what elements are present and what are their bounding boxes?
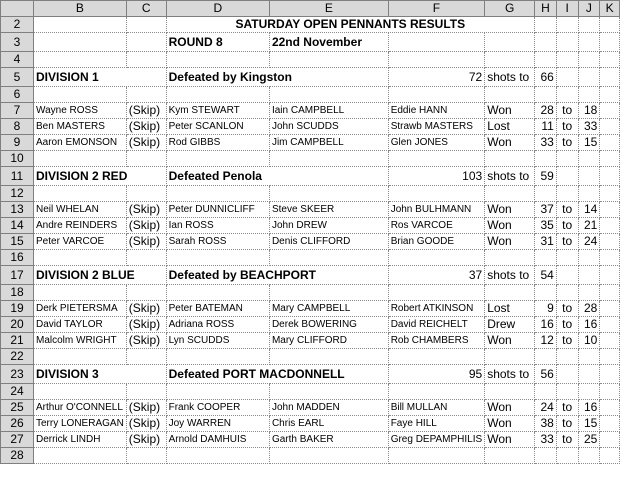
- empty-cell[interactable]: [600, 333, 620, 349]
- empty-cell[interactable]: [600, 202, 620, 218]
- column-header[interactable]: I: [556, 1, 578, 17]
- empty-cell[interactable]: [126, 17, 166, 33]
- empty-cell[interactable]: [166, 349, 269, 365]
- player-name[interactable]: Greg DEPAMPHILIS: [388, 432, 485, 448]
- rink-result[interactable]: Lost: [485, 119, 535, 135]
- column-header[interactable]: D: [166, 1, 269, 17]
- row-number[interactable]: 24: [1, 384, 34, 400]
- shots-to-label[interactable]: shots to: [485, 365, 535, 384]
- empty-cell[interactable]: [600, 218, 620, 234]
- empty-cell[interactable]: [166, 285, 269, 301]
- column-header[interactable]: K: [600, 1, 620, 17]
- row-number[interactable]: 21: [1, 333, 34, 349]
- rink-result[interactable]: Won: [485, 432, 535, 448]
- empty-cell[interactable]: [34, 250, 127, 266]
- empty-cell[interactable]: [578, 384, 600, 400]
- rink-shots-against[interactable]: 18: [578, 103, 600, 119]
- rink-shots-for[interactable]: 37: [535, 202, 557, 218]
- empty-cell[interactable]: [578, 68, 600, 87]
- empty-cell[interactable]: [34, 448, 127, 464]
- corner-cell[interactable]: [1, 1, 34, 17]
- empty-cell[interactable]: [556, 167, 578, 186]
- rink-shots-against[interactable]: 25: [578, 432, 600, 448]
- division-our-shots[interactable]: 37: [388, 266, 485, 285]
- empty-cell[interactable]: [600, 17, 620, 33]
- to-label[interactable]: to: [556, 432, 578, 448]
- player-name[interactable]: Derek BOWERING: [269, 317, 388, 333]
- rink-shots-against[interactable]: 21: [578, 218, 600, 234]
- rink-shots-for[interactable]: 16: [535, 317, 557, 333]
- empty-cell[interactable]: [578, 285, 600, 301]
- empty-cell[interactable]: [535, 52, 557, 68]
- empty-cell[interactable]: [126, 151, 166, 167]
- empty-cell[interactable]: [269, 151, 388, 167]
- empty-cell[interactable]: [578, 87, 600, 103]
- empty-cell[interactable]: [485, 250, 535, 266]
- empty-cell[interactable]: [126, 250, 166, 266]
- empty-cell[interactable]: [485, 285, 535, 301]
- rink-shots-against[interactable]: 15: [578, 416, 600, 432]
- empty-cell[interactable]: [600, 135, 620, 151]
- empty-cell[interactable]: [269, 52, 388, 68]
- empty-cell[interactable]: [600, 349, 620, 365]
- to-label[interactable]: to: [556, 119, 578, 135]
- rink-result[interactable]: Won: [485, 103, 535, 119]
- row-number[interactable]: 18: [1, 285, 34, 301]
- to-label[interactable]: to: [556, 416, 578, 432]
- empty-cell[interactable]: [34, 33, 127, 52]
- row-number[interactable]: 25: [1, 400, 34, 416]
- rink-shots-for[interactable]: 24: [535, 400, 557, 416]
- player-name[interactable]: Iain CAMPBELL: [269, 103, 388, 119]
- skip-tag[interactable]: (Skip): [126, 432, 166, 448]
- column-header[interactable]: B: [34, 1, 127, 17]
- skip-tag[interactable]: (Skip): [126, 317, 166, 333]
- row-number[interactable]: 8: [1, 119, 34, 135]
- rink-result[interactable]: Won: [485, 202, 535, 218]
- skip-name[interactable]: Arthur O'CONNELL: [34, 400, 127, 416]
- division-name[interactable]: DIVISION 1: [34, 68, 167, 87]
- skip-name[interactable]: Derrick LINDH: [34, 432, 127, 448]
- rink-result[interactable]: Drew: [485, 317, 535, 333]
- empty-cell[interactable]: [578, 448, 600, 464]
- empty-cell[interactable]: [600, 151, 620, 167]
- division-our-shots[interactable]: 72: [388, 68, 485, 87]
- empty-cell[interactable]: [578, 151, 600, 167]
- player-name[interactable]: Eddie HANN: [388, 103, 485, 119]
- empty-cell[interactable]: [556, 365, 578, 384]
- skip-tag[interactable]: (Skip): [126, 119, 166, 135]
- row-number[interactable]: 22: [1, 349, 34, 365]
- sheet-title[interactable]: SATURDAY OPEN PENNANTS RESULTS: [166, 17, 534, 33]
- date-label[interactable]: 22nd November: [269, 33, 388, 52]
- empty-cell[interactable]: [600, 432, 620, 448]
- empty-cell[interactable]: [600, 234, 620, 250]
- row-number[interactable]: 20: [1, 317, 34, 333]
- empty-cell[interactable]: [34, 384, 127, 400]
- row-number[interactable]: 4: [1, 52, 34, 68]
- row-number[interactable]: 27: [1, 432, 34, 448]
- player-name[interactable]: Peter BATEMAN: [166, 301, 269, 317]
- player-name[interactable]: Ros VARCOE: [388, 218, 485, 234]
- empty-cell[interactable]: [166, 151, 269, 167]
- row-number[interactable]: 14: [1, 218, 34, 234]
- empty-cell[interactable]: [578, 349, 600, 365]
- division-our-shots[interactable]: 95: [388, 365, 485, 384]
- row-number[interactable]: 13: [1, 202, 34, 218]
- empty-cell[interactable]: [535, 33, 557, 52]
- rink-shots-for[interactable]: 38: [535, 416, 557, 432]
- skip-name[interactable]: Wayne ROSS: [34, 103, 127, 119]
- player-name[interactable]: Strawb MASTERS: [388, 119, 485, 135]
- empty-cell[interactable]: [578, 33, 600, 52]
- rink-shots-against[interactable]: 16: [578, 400, 600, 416]
- empty-cell[interactable]: [556, 87, 578, 103]
- empty-cell[interactable]: [485, 448, 535, 464]
- row-number[interactable]: 9: [1, 135, 34, 151]
- empty-cell[interactable]: [485, 52, 535, 68]
- rink-shots-for[interactable]: 31: [535, 234, 557, 250]
- empty-cell[interactable]: [535, 87, 557, 103]
- player-name[interactable]: Glen JONES: [388, 135, 485, 151]
- round-label[interactable]: ROUND 8: [166, 33, 269, 52]
- empty-cell[interactable]: [388, 285, 485, 301]
- skip-name[interactable]: Peter VARCOE: [34, 234, 127, 250]
- empty-cell[interactable]: [600, 301, 620, 317]
- player-name[interactable]: Steve SKEER: [269, 202, 388, 218]
- row-number[interactable]: 7: [1, 103, 34, 119]
- row-number[interactable]: 26: [1, 416, 34, 432]
- empty-cell[interactable]: [578, 250, 600, 266]
- empty-cell[interactable]: [600, 52, 620, 68]
- player-name[interactable]: Denis CLIFFORD: [269, 234, 388, 250]
- row-number[interactable]: 12: [1, 186, 34, 202]
- empty-cell[interactable]: [600, 266, 620, 285]
- rink-result[interactable]: Won: [485, 333, 535, 349]
- skip-name[interactable]: Andre REINDERS: [34, 218, 127, 234]
- player-name[interactable]: Rob CHAMBERS: [388, 333, 485, 349]
- rink-result[interactable]: Lost: [485, 301, 535, 317]
- rink-result[interactable]: Won: [485, 218, 535, 234]
- skip-name[interactable]: Aaron EMONSON: [34, 135, 127, 151]
- division-their-shots[interactable]: 54: [535, 266, 557, 285]
- empty-cell[interactable]: [600, 416, 620, 432]
- row-number[interactable]: 23: [1, 365, 34, 384]
- empty-cell[interactable]: [600, 317, 620, 333]
- empty-cell[interactable]: [578, 167, 600, 186]
- empty-cell[interactable]: [166, 250, 269, 266]
- empty-cell[interactable]: [388, 52, 485, 68]
- player-name[interactable]: Garth BAKER: [269, 432, 388, 448]
- empty-cell[interactable]: [600, 103, 620, 119]
- empty-cell[interactable]: [388, 349, 485, 365]
- empty-cell[interactable]: [535, 17, 557, 33]
- empty-cell[interactable]: [600, 400, 620, 416]
- empty-cell[interactable]: [126, 384, 166, 400]
- empty-cell[interactable]: [34, 349, 127, 365]
- division-their-shots[interactable]: 66: [535, 68, 557, 87]
- to-label[interactable]: to: [556, 400, 578, 416]
- empty-cell[interactable]: [578, 266, 600, 285]
- empty-cell[interactable]: [535, 448, 557, 464]
- row-number[interactable]: 6: [1, 87, 34, 103]
- empty-cell[interactable]: [578, 186, 600, 202]
- empty-cell[interactable]: [556, 266, 578, 285]
- empty-cell[interactable]: [535, 285, 557, 301]
- empty-cell[interactable]: [269, 349, 388, 365]
- rink-shots-for[interactable]: 33: [535, 135, 557, 151]
- row-number[interactable]: 16: [1, 250, 34, 266]
- row-number[interactable]: 15: [1, 234, 34, 250]
- rink-result[interactable]: Won: [485, 234, 535, 250]
- to-label[interactable]: to: [556, 218, 578, 234]
- empty-cell[interactable]: [556, 151, 578, 167]
- empty-cell[interactable]: [578, 365, 600, 384]
- skip-tag[interactable]: (Skip): [126, 103, 166, 119]
- division-name[interactable]: DIVISION 2 RED: [34, 167, 167, 186]
- player-name[interactable]: Jim CAMPBELL: [269, 135, 388, 151]
- empty-cell[interactable]: [166, 52, 269, 68]
- rink-result[interactable]: Won: [485, 135, 535, 151]
- skip-name[interactable]: Derk PIETERSMA: [34, 301, 127, 317]
- empty-cell[interactable]: [126, 52, 166, 68]
- skip-tag[interactable]: (Skip): [126, 301, 166, 317]
- division-result[interactable]: Defeated by Kingston: [166, 68, 388, 87]
- shots-to-label[interactable]: shots to: [485, 167, 535, 186]
- player-name[interactable]: John DREW: [269, 218, 388, 234]
- player-name[interactable]: Faye HILL: [388, 416, 485, 432]
- rink-shots-against[interactable]: 33: [578, 119, 600, 135]
- empty-cell[interactable]: [556, 17, 578, 33]
- skip-tag[interactable]: (Skip): [126, 202, 166, 218]
- player-name[interactable]: Lyn SCUDDS: [166, 333, 269, 349]
- column-header[interactable]: C: [126, 1, 166, 17]
- empty-cell[interactable]: [388, 448, 485, 464]
- empty-cell[interactable]: [34, 52, 127, 68]
- empty-cell[interactable]: [485, 33, 535, 52]
- division-name[interactable]: DIVISION 2 BLUE: [34, 266, 167, 285]
- row-number[interactable]: 3: [1, 33, 34, 52]
- division-result[interactable]: Defeated by BEACHPORT: [166, 266, 388, 285]
- empty-cell[interactable]: [388, 186, 485, 202]
- empty-cell[interactable]: [34, 87, 127, 103]
- rink-shots-for[interactable]: 9: [535, 301, 557, 317]
- division-their-shots[interactable]: 56: [535, 365, 557, 384]
- row-number[interactable]: 10: [1, 151, 34, 167]
- empty-cell[interactable]: [269, 186, 388, 202]
- player-name[interactable]: Arnold DAMHUIS: [166, 432, 269, 448]
- skip-tag[interactable]: (Skip): [126, 333, 166, 349]
- empty-cell[interactable]: [600, 119, 620, 135]
- empty-cell[interactable]: [166, 87, 269, 103]
- rink-shots-for[interactable]: 28: [535, 103, 557, 119]
- empty-cell[interactable]: [126, 285, 166, 301]
- empty-cell[interactable]: [34, 186, 127, 202]
- to-label[interactable]: to: [556, 301, 578, 317]
- column-header[interactable]: H: [535, 1, 557, 17]
- player-name[interactable]: Brian GOODE: [388, 234, 485, 250]
- empty-cell[interactable]: [388, 87, 485, 103]
- to-label[interactable]: to: [556, 317, 578, 333]
- empty-cell[interactable]: [535, 349, 557, 365]
- empty-cell[interactable]: [269, 448, 388, 464]
- column-header[interactable]: F: [388, 1, 485, 17]
- empty-cell[interactable]: [126, 349, 166, 365]
- empty-cell[interactable]: [485, 87, 535, 103]
- skip-name[interactable]: Malcolm WRIGHT: [34, 333, 127, 349]
- empty-cell[interactable]: [556, 384, 578, 400]
- empty-cell[interactable]: [166, 384, 269, 400]
- player-name[interactable]: Frank COOPER: [166, 400, 269, 416]
- empty-cell[interactable]: [556, 52, 578, 68]
- column-header[interactable]: J: [578, 1, 600, 17]
- empty-cell[interactable]: [34, 151, 127, 167]
- skip-tag[interactable]: (Skip): [126, 416, 166, 432]
- empty-cell[interactable]: [166, 186, 269, 202]
- empty-cell[interactable]: [535, 151, 557, 167]
- empty-cell[interactable]: [388, 250, 485, 266]
- empty-cell[interactable]: [600, 250, 620, 266]
- skip-tag[interactable]: (Skip): [126, 400, 166, 416]
- player-name[interactable]: Chris EARL: [269, 416, 388, 432]
- empty-cell[interactable]: [34, 285, 127, 301]
- empty-cell[interactable]: [556, 349, 578, 365]
- empty-cell[interactable]: [485, 384, 535, 400]
- empty-cell[interactable]: [600, 33, 620, 52]
- division-result[interactable]: Defeated Penola: [166, 167, 388, 186]
- rink-shots-for[interactable]: 35: [535, 218, 557, 234]
- empty-cell[interactable]: [388, 151, 485, 167]
- division-result[interactable]: Defeated PORT MACDONNELL: [166, 365, 388, 384]
- rink-shots-against[interactable]: 14: [578, 202, 600, 218]
- empty-cell[interactable]: [269, 285, 388, 301]
- player-name[interactable]: Peter DUNNICLIFF: [166, 202, 269, 218]
- empty-cell[interactable]: [600, 384, 620, 400]
- rink-shots-against[interactable]: 15: [578, 135, 600, 151]
- empty-cell[interactable]: [535, 186, 557, 202]
- row-number[interactable]: 28: [1, 448, 34, 464]
- player-name[interactable]: John MADDEN: [269, 400, 388, 416]
- empty-cell[interactable]: [600, 285, 620, 301]
- empty-cell[interactable]: [126, 33, 166, 52]
- empty-cell[interactable]: [269, 250, 388, 266]
- skip-name[interactable]: Terry LONERAGAN: [34, 416, 127, 432]
- skip-name[interactable]: Neil WHELAN: [34, 202, 127, 218]
- rink-shots-for[interactable]: 12: [535, 333, 557, 349]
- empty-cell[interactable]: [600, 68, 620, 87]
- empty-cell[interactable]: [600, 365, 620, 384]
- rink-shots-against[interactable]: 16: [578, 317, 600, 333]
- player-name[interactable]: Adriana ROSS: [166, 317, 269, 333]
- empty-cell[interactable]: [485, 186, 535, 202]
- empty-cell[interactable]: [556, 250, 578, 266]
- empty-cell[interactable]: [126, 448, 166, 464]
- to-label[interactable]: to: [556, 202, 578, 218]
- to-label[interactable]: to: [556, 333, 578, 349]
- to-label[interactable]: to: [556, 103, 578, 119]
- to-label[interactable]: to: [556, 234, 578, 250]
- empty-cell[interactable]: [600, 448, 620, 464]
- empty-cell[interactable]: [556, 448, 578, 464]
- shots-to-label[interactable]: shots to: [485, 266, 535, 285]
- player-name[interactable]: Bill MULLAN: [388, 400, 485, 416]
- player-name[interactable]: Joy WARREN: [166, 416, 269, 432]
- player-name[interactable]: Peter SCANLON: [166, 119, 269, 135]
- player-name[interactable]: Mary CLIFFORD: [269, 333, 388, 349]
- row-number[interactable]: 11: [1, 167, 34, 186]
- skip-name[interactable]: Ben MASTERS: [34, 119, 127, 135]
- rink-result[interactable]: Won: [485, 400, 535, 416]
- division-name[interactable]: DIVISION 3: [34, 365, 167, 384]
- rink-shots-against[interactable]: 10: [578, 333, 600, 349]
- row-number[interactable]: 2: [1, 17, 34, 33]
- column-header[interactable]: E: [269, 1, 388, 17]
- player-name[interactable]: David REICHELT: [388, 317, 485, 333]
- empty-cell[interactable]: [556, 186, 578, 202]
- column-header[interactable]: G: [485, 1, 535, 17]
- empty-cell[interactable]: [535, 250, 557, 266]
- empty-cell[interactable]: [485, 349, 535, 365]
- row-number[interactable]: 5: [1, 68, 34, 87]
- empty-cell[interactable]: [556, 33, 578, 52]
- skip-tag[interactable]: (Skip): [126, 135, 166, 151]
- empty-cell[interactable]: [269, 384, 388, 400]
- empty-cell[interactable]: [34, 17, 127, 33]
- empty-cell[interactable]: [556, 285, 578, 301]
- player-name[interactable]: Sarah ROSS: [166, 234, 269, 250]
- empty-cell[interactable]: [578, 17, 600, 33]
- empty-cell[interactable]: [126, 186, 166, 202]
- empty-cell[interactable]: [388, 384, 485, 400]
- skip-tag[interactable]: (Skip): [126, 218, 166, 234]
- rink-result[interactable]: Won: [485, 416, 535, 432]
- player-name[interactable]: Kym STEWART: [166, 103, 269, 119]
- empty-cell[interactable]: [600, 186, 620, 202]
- player-name[interactable]: Mary CAMPBELL: [269, 301, 388, 317]
- player-name[interactable]: Robert ATKINSON: [388, 301, 485, 317]
- empty-cell[interactable]: [126, 87, 166, 103]
- player-name[interactable]: John SCUDDS: [269, 119, 388, 135]
- empty-cell[interactable]: [535, 384, 557, 400]
- skip-name[interactable]: David TAYLOR: [34, 317, 127, 333]
- rink-shots-against[interactable]: 24: [578, 234, 600, 250]
- to-label[interactable]: to: [556, 135, 578, 151]
- player-name[interactable]: Rod GIBBS: [166, 135, 269, 151]
- empty-cell[interactable]: [166, 448, 269, 464]
- rink-shots-for[interactable]: 33: [535, 432, 557, 448]
- empty-cell[interactable]: [556, 68, 578, 87]
- empty-cell[interactable]: [485, 151, 535, 167]
- rink-shots-for[interactable]: 11: [535, 119, 557, 135]
- empty-cell[interactable]: [388, 33, 485, 52]
- rink-shots-against[interactable]: 28: [578, 301, 600, 317]
- player-name[interactable]: John BULHMANN: [388, 202, 485, 218]
- empty-cell[interactable]: [269, 87, 388, 103]
- empty-cell[interactable]: [600, 87, 620, 103]
- skip-tag[interactable]: (Skip): [126, 234, 166, 250]
- row-number[interactable]: 17: [1, 266, 34, 285]
- player-name[interactable]: Ian ROSS: [166, 218, 269, 234]
- shots-to-label[interactable]: shots to: [485, 68, 535, 87]
- empty-cell[interactable]: [600, 167, 620, 186]
- row-number[interactable]: 19: [1, 301, 34, 317]
- division-our-shots[interactable]: 103: [388, 167, 485, 186]
- empty-cell[interactable]: [578, 52, 600, 68]
- division-their-shots[interactable]: 59: [535, 167, 557, 186]
